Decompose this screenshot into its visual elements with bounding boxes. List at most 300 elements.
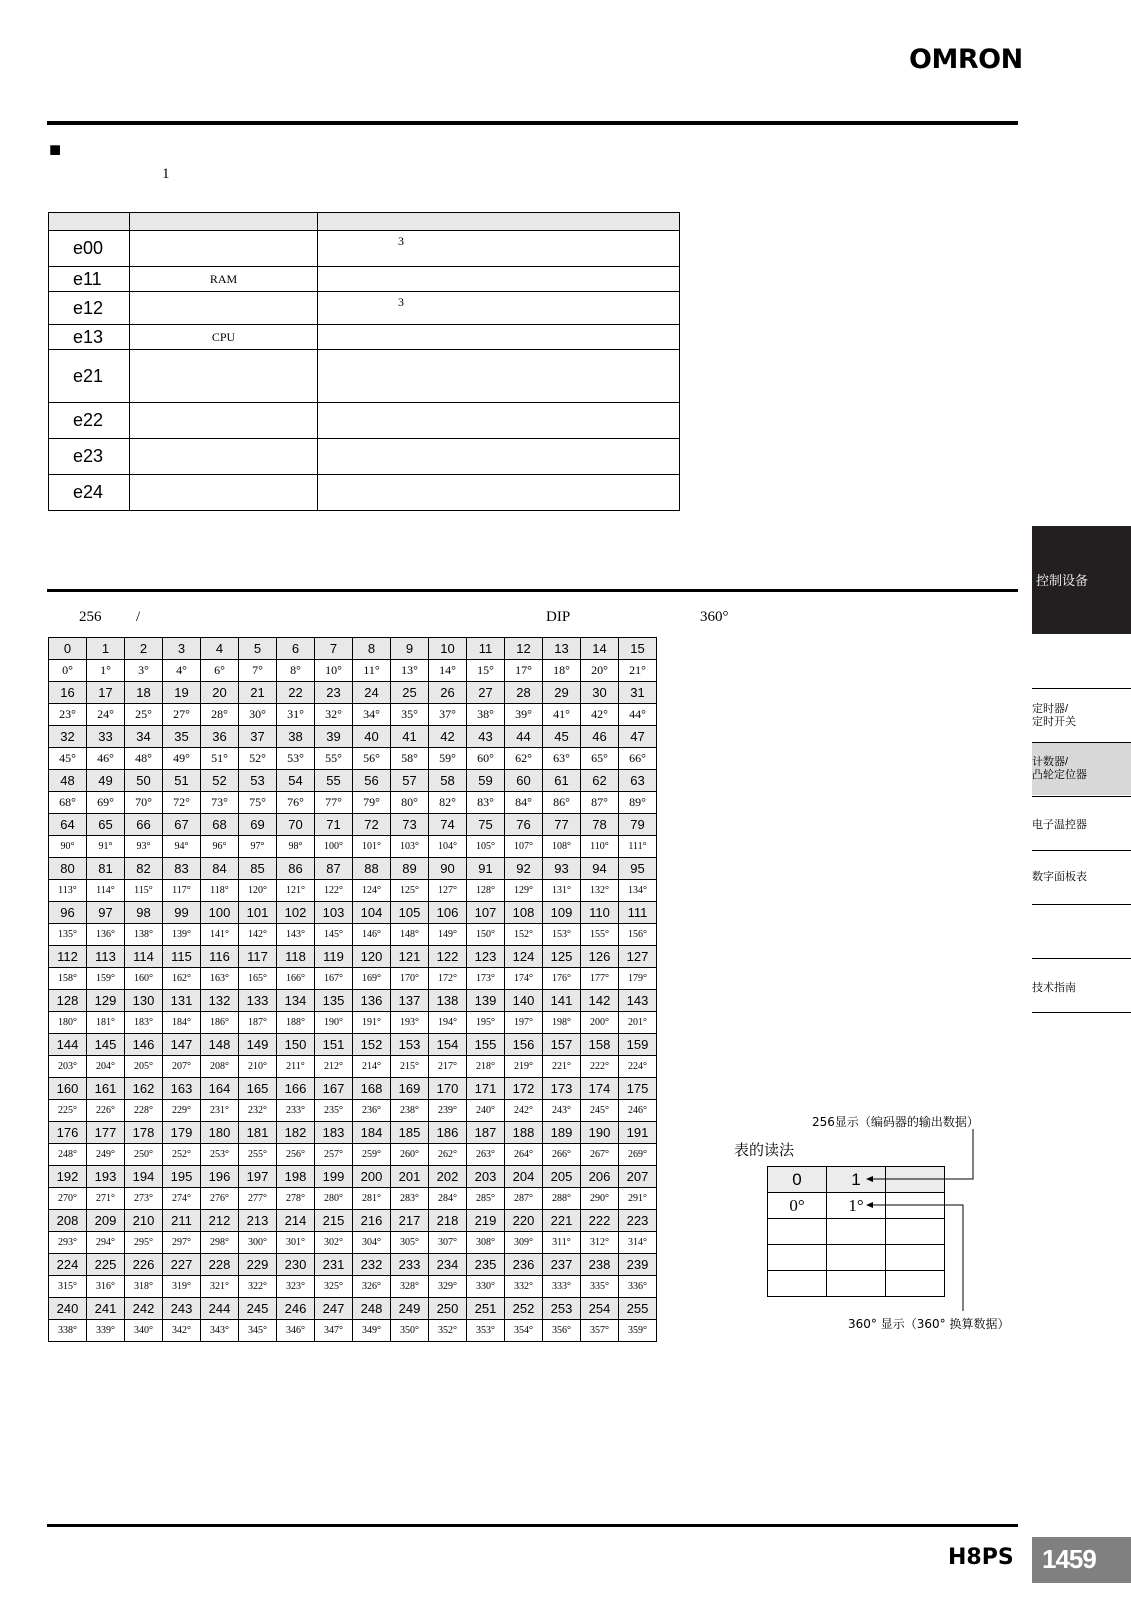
arrowhead-icon (866, 1202, 873, 1208)
conversion-code-cell: 198 (277, 1166, 315, 1188)
conversion-degree-cell: 0° (49, 660, 87, 682)
conversion-code-cell: 178 (125, 1122, 163, 1144)
conversion-code-cell: 6 (277, 638, 315, 660)
conversion-code-cell: 66 (125, 814, 163, 836)
conversion-degree-cell: 100° (315, 836, 353, 858)
conversion-code-cell: 112 (49, 946, 87, 968)
conversion-degree-cell: 170° (391, 968, 429, 990)
conversion-code-cell: 101 (239, 902, 277, 924)
conversion-degree-cell: 312° (581, 1232, 619, 1254)
conversion-degree-cell: 165° (239, 968, 277, 990)
conversion-code-cell: 85 (239, 858, 277, 880)
conversion-degree-cell: 62° (505, 748, 543, 770)
conversion-degree-cell: 343° (201, 1320, 239, 1342)
conversion-degree-cell: 70° (125, 792, 163, 814)
conversion-code-cell: 216 (353, 1210, 391, 1232)
conversion-code-row (49, 1298, 657, 1320)
conversion-code-cell: 92 (505, 858, 543, 880)
conversion-code-cell: 14 (581, 638, 619, 660)
conversion-degree-cell: 267° (581, 1144, 619, 1166)
conversion-code-row (49, 1166, 657, 1188)
error-code: e11 (49, 267, 130, 292)
conversion-degree-cell: 86° (543, 792, 581, 814)
error-table (48, 212, 680, 511)
conversion-code-cell: 24 (353, 682, 391, 704)
conversion-degree-cell: 122° (315, 880, 353, 902)
conversion-code-cell: 228 (201, 1254, 239, 1276)
conversion-degree-cell: 18° (543, 660, 581, 682)
conversion-code-cell: 226 (125, 1254, 163, 1276)
conversion-code-cell: 118 (277, 946, 315, 968)
conversion-code-cell: 213 (239, 1210, 277, 1232)
conversion-code-cell: 106 (429, 902, 467, 924)
conversion-code-cell: 115 (163, 946, 201, 968)
conversion-code-cell: 243 (163, 1298, 201, 1320)
conversion-degree-cell: 210° (239, 1056, 277, 1078)
conversion-degree-cell: 309° (505, 1232, 543, 1254)
conversion-degree-cell: 110° (581, 836, 619, 858)
conversion-code-cell: 43 (467, 726, 505, 748)
conversion-code-cell: 3 (163, 638, 201, 660)
conversion-degree-cell: 263° (467, 1144, 505, 1166)
conversion-code-cell: 164 (201, 1078, 239, 1100)
conversion-code-cell: 77 (543, 814, 581, 836)
conversion-code-cell: 55 (315, 770, 353, 792)
conversion-code-cell: 83 (163, 858, 201, 880)
conversion-code-cell: 11 (467, 638, 505, 660)
conversion-code-cell: 116 (201, 946, 239, 968)
conversion-degree-cell: 229° (163, 1100, 201, 1122)
conversion-code-cell: 225 (87, 1254, 125, 1276)
conversion-degree-cell: 259° (353, 1144, 391, 1166)
conversion-code-cell: 174 (581, 1078, 619, 1100)
legend-arrow-bottom (868, 1205, 963, 1311)
conversion-degree-cell: 158° (49, 968, 87, 990)
conversion-desc-dip: DIP (546, 609, 571, 625)
conversion-code-cell: 56 (353, 770, 391, 792)
conversion-degree-cell: 280° (315, 1188, 353, 1210)
conversion-code-cell: 192 (49, 1166, 87, 1188)
conversion-code-cell: 182 (277, 1122, 315, 1144)
footer-rule (47, 1524, 1018, 1527)
conversion-degree-cell: 167° (315, 968, 353, 990)
conversion-code-cell: 119 (315, 946, 353, 968)
conversion-code-cell: 45 (543, 726, 581, 748)
conversion-code-cell: 114 (125, 946, 163, 968)
conversion-degree-cell: 163° (201, 968, 239, 990)
conversion-degree-cell: 115° (125, 880, 163, 902)
conversion-code-cell: 239 (619, 1254, 657, 1276)
conversion-degree-cell: 44° (619, 704, 657, 726)
conversion-degree-cell: 48° (125, 748, 163, 770)
conversion-code-cell: 232 (353, 1254, 391, 1276)
conversion-degree-cell: 35° (391, 704, 429, 726)
conversion-code-cell: 207 (619, 1166, 657, 1188)
conversion-code-cell: 49 (87, 770, 125, 792)
conversion-code-cell: 210 (125, 1210, 163, 1232)
conversion-code-cell: 81 (87, 858, 125, 880)
conversion-degree-cell: 143° (277, 924, 315, 946)
conversion-degree-cell: 195° (467, 1012, 505, 1034)
conversion-code-cell: 44 (505, 726, 543, 748)
conversion-degree-cell: 17° (505, 660, 543, 682)
conversion-degree-cell: 66° (619, 748, 657, 770)
conversion-code-cell: 96 (49, 902, 87, 924)
conversion-degree-cell: 333° (543, 1276, 581, 1298)
conversion-code-cell: 205 (543, 1166, 581, 1188)
conversion-code-cell: 209 (87, 1210, 125, 1232)
conversion-code-row (49, 682, 657, 704)
conversion-code-cell: 102 (277, 902, 315, 924)
conversion-code-cell: 190 (581, 1122, 619, 1144)
conversion-code-row (49, 1210, 657, 1232)
error-code: e13 (49, 325, 130, 350)
conversion-code-cell: 217 (391, 1210, 429, 1232)
error-remedy (318, 439, 680, 475)
conversion-code-cell: 139 (467, 990, 505, 1012)
error-name: RAM (130, 267, 318, 292)
conversion-degree-cell: 10° (315, 660, 353, 682)
conversion-degree-cell: 330° (467, 1276, 505, 1298)
conversion-degree-cell: 271° (87, 1188, 125, 1210)
side-nav-panel-meter[interactable]: 数字面板表 (1032, 871, 1087, 883)
conversion-degree-cell: 345° (239, 1320, 277, 1342)
conversion-code-cell: 223 (619, 1210, 657, 1232)
conversion-code-cell: 218 (429, 1210, 467, 1232)
conversion-code-cell: 136 (353, 990, 391, 1012)
conversion-code-cell: 140 (505, 990, 543, 1012)
conversion-degree-cell: 32° (315, 704, 353, 726)
conversion-degree-cell: 359° (619, 1320, 657, 1342)
conversion-degree-cell: 181° (87, 1012, 125, 1034)
conversion-degree-cell: 321° (201, 1276, 239, 1298)
conversion-code-cell: 1 (87, 638, 125, 660)
conversion-degree-cell: 13° (391, 660, 429, 682)
conversion-code-cell: 107 (467, 902, 505, 924)
conversion-code-cell: 159 (619, 1034, 657, 1056)
conversion-degree-cell: 208° (201, 1056, 239, 1078)
conversion-degree-cell: 148° (391, 924, 429, 946)
conversion-code-cell: 249 (391, 1298, 429, 1320)
conversion-degree-cell: 3° (125, 660, 163, 682)
conversion-degree-cell: 120° (239, 880, 277, 902)
conversion-degree-cell: 125° (391, 880, 429, 902)
conversion-code-cell: 117 (239, 946, 277, 968)
conversion-code-cell: 23 (315, 682, 353, 704)
error-name (130, 475, 318, 511)
conversion-code-cell: 59 (467, 770, 505, 792)
conversion-degree-cell: 232° (239, 1100, 277, 1122)
conversion-code-cell: 148 (201, 1034, 239, 1056)
conversion-degree-cell: 246° (619, 1100, 657, 1122)
conversion-degree-cell: 318° (125, 1276, 163, 1298)
conversion-degree-cell: 34° (353, 704, 391, 726)
conversion-code-cell: 122 (429, 946, 467, 968)
conversion-degree-cell: 101° (353, 836, 391, 858)
conversion-code-cell: 18 (125, 682, 163, 704)
conversion-degree-cell: 80° (391, 792, 429, 814)
conversion-code-cell: 168 (353, 1078, 391, 1100)
conversion-degree-cell: 283° (391, 1188, 429, 1210)
conversion-degree-cell: 75° (239, 792, 277, 814)
conversion-degree-row (49, 1232, 657, 1254)
conversion-code-cell: 20 (201, 682, 239, 704)
conversion-code-cell: 173 (543, 1078, 581, 1100)
conversion-code-cell: 199 (315, 1166, 353, 1188)
error-header-name (130, 213, 318, 231)
conversion-degree-row (49, 836, 657, 858)
conversion-code-cell: 104 (353, 902, 391, 924)
conversion-degree-row (49, 880, 657, 902)
side-nav-counter[interactable]: 计数器/ 凸轮定位器 (1032, 756, 1087, 781)
conversion-degree-cell: 287° (505, 1188, 543, 1210)
conversion-code-cell: 41 (391, 726, 429, 748)
conversion-desc-256: 256 (79, 609, 102, 625)
conversion-degree-cell: 8° (277, 660, 315, 682)
conversion-code-cell: 69 (239, 814, 277, 836)
conversion-code-cell: 172 (505, 1078, 543, 1100)
conversion-code-cell: 157 (543, 1034, 581, 1056)
conversion-degree-cell: 121° (277, 880, 315, 902)
conversion-code-cell: 161 (87, 1078, 125, 1100)
conversion-degree-cell: 212° (315, 1056, 353, 1078)
conversion-degree-cell: 347° (315, 1320, 353, 1342)
conversion-code-cell: 185 (391, 1122, 429, 1144)
conversion-degree-cell: 295° (125, 1232, 163, 1254)
conversion-degree-cell: 79° (353, 792, 391, 814)
conversion-degree-cell: 55° (315, 748, 353, 770)
conversion-degree-cell: 128° (467, 880, 505, 902)
conversion-degree-cell: 145° (315, 924, 353, 946)
conversion-code-cell: 141 (543, 990, 581, 1012)
conversion-code-cell: 142 (581, 990, 619, 1012)
legend-empty (768, 1219, 827, 1245)
conversion-code-cell: 8 (353, 638, 391, 660)
conversion-degree-cell: 155° (581, 924, 619, 946)
side-nav-timer[interactable]: 定时器/ 定时开关 (1032, 703, 1076, 728)
conversion-degree-cell: 83° (467, 792, 505, 814)
conversion-degree-cell: 215° (391, 1056, 429, 1078)
conversion-degree-cell: 218° (467, 1056, 505, 1078)
conversion-code-cell: 82 (125, 858, 163, 880)
error-code: e22 (49, 403, 130, 439)
conversion-code-cell: 86 (277, 858, 315, 880)
conversion-degree-cell: 162° (163, 968, 201, 990)
conversion-degree-cell: 211° (277, 1056, 315, 1078)
conversion-degree-cell: 59° (429, 748, 467, 770)
conversion-degree-cell: 41° (543, 704, 581, 726)
conversion-degree-cell: 257° (315, 1144, 353, 1166)
conversion-code-cell: 57 (391, 770, 429, 792)
conversion-degree-cell: 319° (163, 1276, 201, 1298)
conversion-code-cell: 135 (315, 990, 353, 1012)
conversion-code-cell: 91 (467, 858, 505, 880)
error-remedy (318, 475, 680, 511)
conversion-code-cell: 22 (277, 682, 315, 704)
conversion-code-cell: 183 (315, 1122, 353, 1144)
arrowhead-icon (866, 1176, 873, 1182)
conversion-degree-cell: 96° (201, 836, 239, 858)
conversion-code-cell: 113 (87, 946, 125, 968)
conversion-degree-cell: 266° (543, 1144, 581, 1166)
conversion-degree-cell: 49° (163, 748, 201, 770)
conversion-code-cell: 4 (201, 638, 239, 660)
conversion-degree-cell: 188° (277, 1012, 315, 1034)
conversion-degree-cell: 278° (277, 1188, 315, 1210)
conversion-code-cell: 46 (581, 726, 619, 748)
conversion-degree-cell: 242° (505, 1100, 543, 1122)
conversion-code-cell: 160 (49, 1078, 87, 1100)
conversion-degree-row (49, 1144, 657, 1166)
error-section-title: ■ (49, 139, 62, 161)
conversion-degree-cell: 250° (125, 1144, 163, 1166)
conversion-code-cell: 27 (467, 682, 505, 704)
conversion-degree-cell: 285° (467, 1188, 505, 1210)
conversion-code-cell: 165 (239, 1078, 277, 1100)
conversion-code-cell: 221 (543, 1210, 581, 1232)
conversion-degree-cell: 127° (429, 880, 467, 902)
conversion-code-cell: 186 (429, 1122, 467, 1144)
conversion-degree-cell: 180° (49, 1012, 87, 1034)
conversion-code-cell: 137 (391, 990, 429, 1012)
conversion-degree-cell: 228° (125, 1100, 163, 1122)
conversion-degree-cell: 269° (619, 1144, 657, 1166)
error-remedy (318, 403, 680, 439)
conversion-code-cell: 89 (391, 858, 429, 880)
conversion-code-cell: 125 (543, 946, 581, 968)
conversion-code-cell: 189 (543, 1122, 581, 1144)
conversion-degree-cell: 176° (543, 968, 581, 990)
conversion-code-cell: 184 (353, 1122, 391, 1144)
conversion-degree-cell: 27° (163, 704, 201, 726)
conversion-degree-cell: 111° (619, 836, 657, 858)
legend-degree-0: 0° (768, 1193, 827, 1219)
conversion-code-cell: 175 (619, 1078, 657, 1100)
conversion-code-cell: 127 (619, 946, 657, 968)
conversion-degree-cell: 314° (619, 1232, 657, 1254)
error-name (130, 350, 318, 403)
conversion-code-cell: 227 (163, 1254, 201, 1276)
conversion-code-cell: 80 (49, 858, 87, 880)
page-number: 1459 (1042, 1544, 1096, 1574)
conversion-code-cell: 211 (163, 1210, 201, 1232)
error-code: e00 (49, 231, 130, 267)
conversion-degree-cell: 221° (543, 1056, 581, 1078)
conversion-degree-cell: 42° (581, 704, 619, 726)
error-header-remedy (318, 213, 680, 231)
conversion-degree-cell: 256° (277, 1144, 315, 1166)
conversion-degree-row (49, 1100, 657, 1122)
conversion-degree-cell: 84° (505, 792, 543, 814)
conversion-degree-cell: 356° (543, 1320, 581, 1342)
conversion-code-cell: 26 (429, 682, 467, 704)
conversion-code-cell: 87 (315, 858, 353, 880)
conversion-code-cell: 247 (315, 1298, 353, 1320)
conversion-code-cell: 204 (505, 1166, 543, 1188)
conversion-code-cell: 53 (239, 770, 277, 792)
conversion-degree-row (49, 660, 657, 682)
conversion-code-cell: 229 (239, 1254, 277, 1276)
error-remedy (318, 350, 680, 403)
conversion-degree-cell: 290° (581, 1188, 619, 1210)
conversion-code-cell: 237 (543, 1254, 581, 1276)
conversion-degree-cell: 94° (163, 836, 201, 858)
conversion-degree-cell: 169° (353, 968, 391, 990)
conversion-code-cell: 245 (239, 1298, 277, 1320)
conversion-code-cell: 147 (163, 1034, 201, 1056)
conversion-code-cell: 219 (467, 1210, 505, 1232)
side-nav-temp-controller[interactable]: 电子温控器 (1032, 819, 1087, 831)
conversion-degree-row (49, 748, 657, 770)
side-nav-divider (1032, 850, 1131, 851)
conversion-code-cell: 70 (277, 814, 315, 836)
conversion-degree-cell: 118° (201, 880, 239, 902)
conversion-degree-cell: 58° (391, 748, 429, 770)
side-nav-active[interactable] (1032, 526, 1131, 634)
conversion-degree-cell: 87° (581, 792, 619, 814)
error-name (130, 231, 318, 267)
conversion-degree-row (49, 1188, 657, 1210)
conversion-code-cell: 151 (315, 1034, 353, 1056)
conversion-degree-cell: 108° (543, 836, 581, 858)
conversion-code-cell: 2 (125, 638, 163, 660)
conversion-table (48, 637, 657, 1342)
conversion-code-cell: 110 (581, 902, 619, 924)
conversion-code-cell: 152 (353, 1034, 391, 1056)
conversion-code-cell: 154 (429, 1034, 467, 1056)
conversion-degree-cell: 233° (277, 1100, 315, 1122)
conversion-code-cell: 252 (505, 1298, 543, 1320)
conversion-code-cell: 222 (581, 1210, 619, 1232)
conversion-degree-cell: 225° (49, 1100, 87, 1122)
conversion-code-cell: 58 (429, 770, 467, 792)
conversion-code-cell: 163 (163, 1078, 201, 1100)
conversion-code-cell: 197 (239, 1166, 277, 1188)
conversion-degree-cell: 264° (505, 1144, 543, 1166)
conversion-degree-cell: 146° (353, 924, 391, 946)
side-nav-tech-guide[interactable]: 技术指南 (1032, 982, 1076, 994)
legend-arrow-top (868, 1129, 973, 1179)
conversion-degree-cell: 183° (125, 1012, 163, 1034)
conversion-code-cell: 240 (49, 1298, 87, 1320)
side-nav-divider (1032, 958, 1131, 959)
conversion-degree-cell: 240° (467, 1100, 505, 1122)
conversion-code-cell: 133 (239, 990, 277, 1012)
conversion-code-cell: 202 (429, 1166, 467, 1188)
conversion-degree-cell: 302° (315, 1232, 353, 1254)
conversion-code-cell: 215 (315, 1210, 353, 1232)
conversion-degree-cell: 7° (239, 660, 277, 682)
legend-arrows (860, 1125, 1020, 1325)
conversion-code-cell: 126 (581, 946, 619, 968)
conversion-code-cell: 200 (353, 1166, 391, 1188)
footer-model: H8PS (948, 1545, 1014, 1570)
conversion-code-cell: 72 (353, 814, 391, 836)
conversion-code-cell: 121 (391, 946, 429, 968)
conversion-code-cell: 170 (429, 1078, 467, 1100)
conversion-degree-cell: 224° (619, 1056, 657, 1078)
conversion-code-cell: 120 (353, 946, 391, 968)
conversion-code-cell: 34 (125, 726, 163, 748)
conversion-code-cell: 68 (201, 814, 239, 836)
conversion-degree-cell: 352° (429, 1320, 467, 1342)
conversion-code-cell: 0 (49, 638, 87, 660)
conversion-code-cell: 16 (49, 682, 87, 704)
conversion-degree-cell: 277° (239, 1188, 277, 1210)
conversion-code-cell: 235 (467, 1254, 505, 1276)
conversion-degree-cell: 82° (429, 792, 467, 814)
conversion-degree-cell: 226° (87, 1100, 125, 1122)
